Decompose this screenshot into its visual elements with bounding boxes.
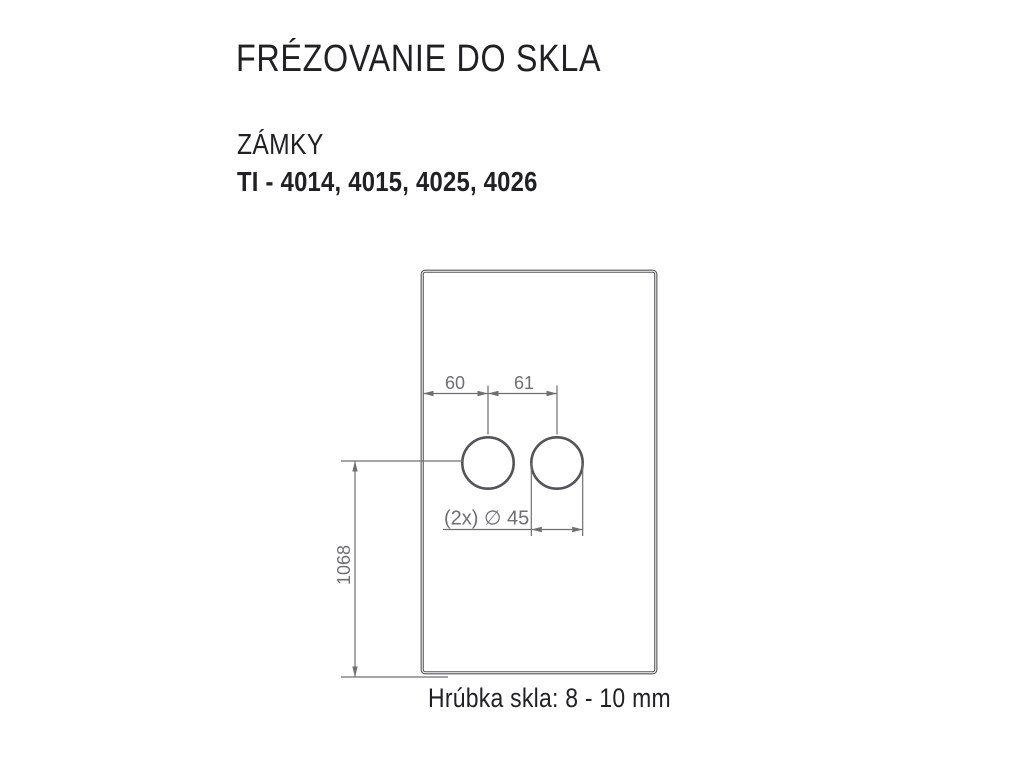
dim-label-edge-offset: 60 — [444, 373, 466, 393]
dim-label-height: 1068 — [334, 544, 354, 586]
arrow-down-icon — [352, 667, 357, 678]
arrow-up-icon — [352, 461, 357, 472]
page-title: FRÉZOVANIE DO SKLA — [236, 38, 602, 80]
category-label: ZÁMKY — [237, 129, 324, 161]
dim-label-diameter: (2x) ∅ 45 — [444, 507, 530, 530]
glass-panel-outline — [422, 271, 656, 673]
glass-thickness-note: Hrúbka skla: 8 - 10 mm — [428, 683, 671, 713]
dim-label-hole-spacing: 61 — [513, 373, 535, 393]
glass-panel — [422, 271, 656, 673]
model-numbers: TI - 4014, 4015, 4025, 4026 — [237, 166, 538, 197]
